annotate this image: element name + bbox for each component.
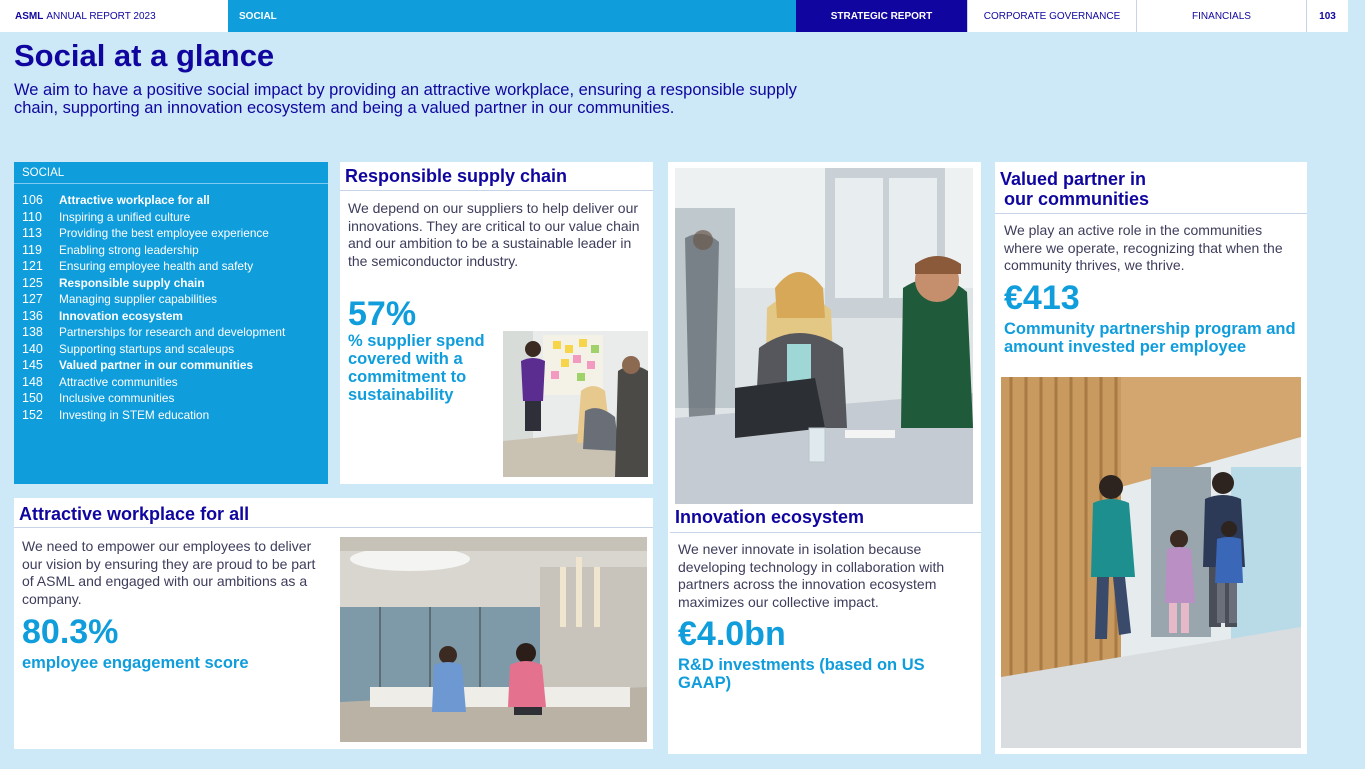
innovation-stat-label: R&D investments (based on US GAAP) — [678, 656, 925, 692]
contents-item-label: Inspiring a unified culture — [59, 209, 191, 224]
contents-item-label: Attractive communities — [59, 374, 178, 389]
supply-chain-stat-label: % supplier spend covered with a commitment to sustainability — [348, 332, 485, 404]
workplace-title: Attractive workplace for all — [14, 498, 653, 528]
contents-item-page: 106 — [22, 193, 43, 207]
contents-item-page: 121 — [22, 259, 43, 273]
contents-item-page: 152 — [22, 407, 43, 422]
contents-item-label: Valued partner in our communities — [59, 358, 254, 372]
community-stat: €413 — [1004, 279, 1080, 317]
workplace-stat-label: employee engagement score — [22, 654, 249, 672]
contents-item-label: Responsible supply chain — [59, 275, 205, 290]
community-title — [995, 162, 1307, 214]
contents-item[interactable] — [22, 374, 328, 391]
community-body: We play an active role in the communities where we operate, recognizing that when the community thrives, we thrive. — [1004, 222, 1283, 273]
community-title-line2: our communities — [1004, 189, 1150, 209]
contents-item[interactable] — [22, 275, 328, 292]
contents-item[interactable] — [22, 209, 328, 226]
contents-item-label: Inclusive communities — [59, 391, 175, 405]
report-name: ANNUAL REPORT 2023 — [46, 10, 156, 22]
contents-item-page: 136 — [22, 308, 43, 323]
section-label: SOCIAL — [228, 0, 796, 32]
topbar-spacer — [1348, 0, 1365, 32]
workplace-stat: 80.3% — [22, 613, 119, 651]
workplace-body: We need to empower our employees to deliver our vision by ensuring they are proud to be part of ASML and engaged with our ambitions as a company. — [22, 538, 316, 607]
contents-item[interactable] — [22, 192, 328, 209]
contents-item[interactable] — [22, 341, 328, 358]
contents-item-label: Innovation ecosystem — [59, 308, 183, 323]
contents-item-page: 140 — [22, 341, 43, 356]
contents-panel — [14, 162, 328, 484]
supply-chain-body: We depend on our suppliers to help deliver our innovations. They are critical to our value chain and our ambition to be a sustainable leader in the semiconductor industry. — [348, 200, 640, 269]
contents-item-page: 150 — [22, 391, 43, 405]
contents-item[interactable] — [22, 407, 328, 424]
contents-item[interactable] — [22, 225, 328, 242]
contents-item-page: 145 — [22, 358, 43, 372]
innovation-photo — [675, 168, 973, 504]
page-intro: We aim to have a positive social impact by providing an attractive workplace, ensuring a responsible supply chain, supporting an innovation ecosystem and being a valued partner in our communities. — [14, 81, 797, 117]
workplace-card — [14, 498, 653, 749]
contents-item-page: 138 — [22, 325, 43, 339]
contents-item-page: 119 — [22, 242, 42, 257]
supply-chain-card — [340, 162, 653, 484]
community-title-line1: Valued partner in — [1000, 169, 1147, 189]
contents-item-page: 127 — [22, 292, 43, 306]
contents-item-label: Investing in STEM education — [59, 407, 210, 422]
contents-item-page: 148 — [22, 374, 43, 389]
contents-item-label: Partnerships for research and development — [59, 325, 286, 339]
nav-corporate-governance[interactable]: CORPORATE GOVERNANCE — [967, 0, 1136, 32]
contents-heading: SOCIAL — [14, 162, 328, 184]
contents-item-label: Attractive workplace for all — [59, 193, 210, 207]
contents-item-label: Managing supplier capabilities — [59, 292, 218, 306]
contents-item[interactable] — [22, 390, 328, 407]
page-number: 103 — [1306, 0, 1348, 32]
community-stat-label: Community partnership program and amount invested per employee — [1004, 320, 1296, 356]
contents-item[interactable] — [22, 291, 328, 308]
nav-strategic-report[interactable]: STRATEGIC REPORT — [796, 0, 967, 32]
page-title: Social at a glance — [14, 38, 275, 73]
brand-name: ASML — [15, 10, 44, 22]
contents-item[interactable] — [22, 258, 328, 275]
contents-item-page: 110 — [22, 209, 42, 224]
nav-financials[interactable]: FINANCIALS — [1136, 0, 1306, 32]
supply-chain-photo — [503, 331, 648, 477]
supply-chain-title: Responsible supply chain — [340, 162, 653, 191]
innovation-card — [668, 162, 981, 754]
innovation-title: Innovation ecosystem — [670, 507, 981, 533]
contents-item-label: Ensuring employee health and safety — [59, 259, 254, 273]
contents-item-label: Enabling strong leadership — [59, 242, 199, 257]
contents-item[interactable] — [22, 324, 328, 341]
contents-item-label: Providing the best employee experience — [59, 226, 269, 240]
innovation-stat: €4.0bn — [678, 615, 786, 653]
brand-link[interactable] — [0, 0, 228, 32]
workplace-photo — [340, 537, 647, 742]
contents-item[interactable] — [22, 242, 328, 259]
innovation-body: We never innovate in isolation because developing technology in collaboration with partners across the innovation ecosystem maximizes our collective impact. — [678, 541, 945, 610]
contents-item[interactable] — [22, 308, 328, 325]
contents-item[interactable] — [22, 357, 328, 374]
contents-item-label: Supporting startups and scaleups — [59, 341, 235, 356]
contents-list — [14, 184, 328, 423]
community-photo — [1001, 377, 1301, 748]
contents-item-page: 125 — [22, 275, 43, 290]
top-navigation — [0, 0, 1365, 32]
supply-chain-stat: 57% — [348, 295, 417, 333]
community-card — [995, 162, 1307, 754]
contents-item-page: 113 — [22, 226, 42, 240]
